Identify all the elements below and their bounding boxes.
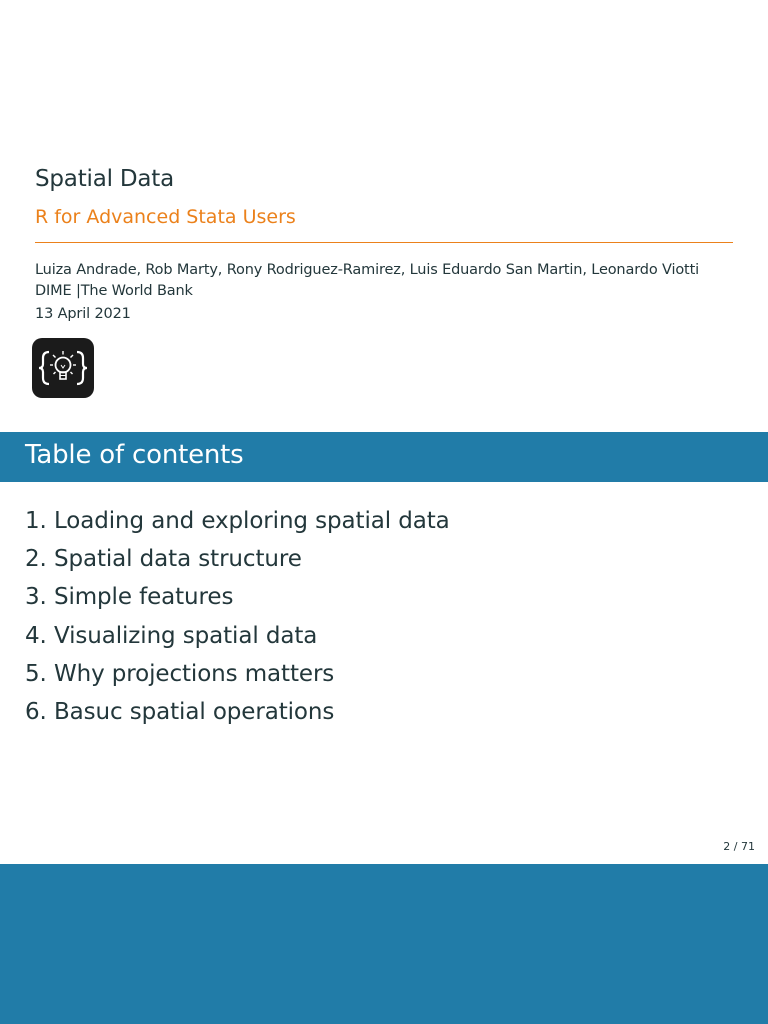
next-slide-frame-bar — [0, 864, 768, 1024]
toc-item[interactable]: 1. Loading and exploring spatial data — [25, 508, 450, 534]
title-slide — [0, 0, 768, 432]
presentation-title: Spatial Data — [35, 166, 175, 192]
toc-heading: Table of contents — [25, 440, 244, 470]
toc-item[interactable]: 4. Visualizing spatial data — [25, 622, 318, 649]
toc-item[interactable]: 6. Basuc spatial operations — [25, 698, 335, 725]
page-number: 2 / 71 — [723, 840, 755, 853]
toc-item[interactable]: 3. Simple features — [25, 584, 234, 611]
toc-item[interactable]: 2. Spatial data structure — [25, 546, 302, 573]
institute: DIME |The World Bank — [35, 283, 193, 299]
presentation-subtitle: R for Advanced Stata Users — [35, 206, 296, 228]
toc-frame-title-bar — [0, 432, 768, 482]
authors: Luiza Andrade, Rob Marty, Rony Rodriguez-Ramirez, Luis Eduardo San Martin, Leonardo Viotti — [35, 262, 700, 278]
presentation-date: 13 April 2021 — [35, 306, 131, 322]
toc-item[interactable]: 5. Why projections matters — [25, 660, 335, 687]
title-divider — [35, 242, 733, 243]
lightbulb-braces-icon — [32, 338, 94, 398]
toc-list — [25, 500, 450, 729]
